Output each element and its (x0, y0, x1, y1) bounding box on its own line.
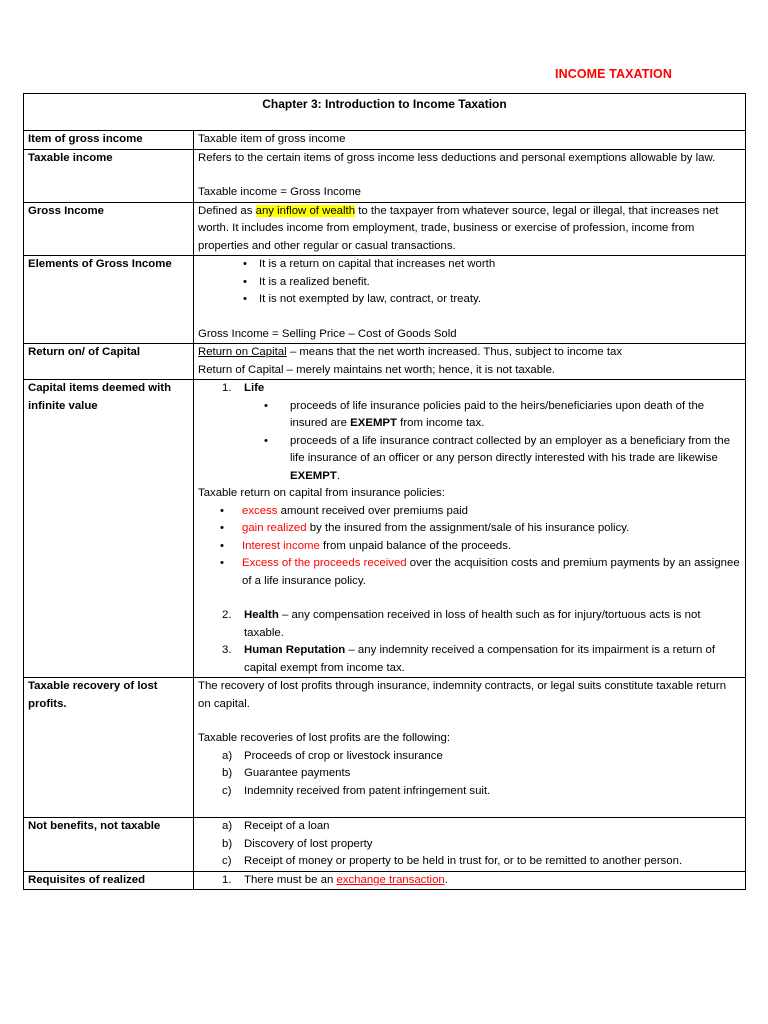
list-item: a) Proceeds of crop or livestock insurance (222, 749, 443, 762)
list-item: c) Receipt of money or property to be held in trust for, or to be remitted to another person. (222, 855, 683, 867)
lettered-list (198, 818, 741, 871)
taxable-intro: Taxable return on capital from insurance policies: (198, 487, 445, 499)
row-definition: The recovery of lost profits through insurance, indemnity contracts, or legal suits constitute taxable return on capital. Taxable recoveries of lost profits are the following: a) Proceeds of crop or livestock insurance b) Guarantee payments c) Indemnity received from patent infringement suit. (194, 678, 746, 818)
life-bullet-list (198, 398, 741, 486)
list-item: 1. There must be an exchange transaction. (222, 873, 448, 886)
list-item: b) Guarantee payments (222, 767, 351, 779)
list-item: • Excess of the proceeds received over the acquisition costs and premium payments by an assignee of a life insurance policy. (220, 555, 741, 590)
row-definition (194, 149, 746, 202)
table-row (24, 256, 746, 344)
chapter-title: Chapter 3: Introduction to Income Taxation (24, 94, 746, 131)
lettered-list (198, 748, 741, 801)
list-item: • excess amount received over premiums paid (220, 503, 741, 521)
list-item: b) Discovery of lost property (222, 837, 373, 850)
list-item: • Interest income from unpaid balance of the proceeds. (220, 538, 741, 556)
list-item: • It is a return on capital that increases net worth (243, 256, 741, 274)
numbered-list (198, 380, 741, 398)
table-row (24, 149, 746, 202)
document-header-title: INCOME TAXATION (555, 67, 673, 81)
row-definition (194, 380, 746, 678)
row-term: Gross Income (24, 202, 194, 256)
definition-text: Refers to the certain items of gross income less deductions and personal exemptions allowable by law. (198, 151, 716, 164)
row-term: Not benefits, not taxable (24, 818, 194, 872)
row-definition (194, 818, 746, 872)
row-term: Return on/ of Capital (24, 344, 194, 380)
row-term: Taxable income (24, 149, 194, 202)
row-definition: Defined as any inflow of wealth to the taxpayer from whatever source, legal or illegal, that increases net worth. It includes income from employment, trade, business or exercise of profession, income from properties and other regular or casual transactions. (194, 202, 746, 256)
list-item: • proceeds of life insurance policies paid to the heirs/beneficiaries upon death of the insured are EXEMPT from income tax. (264, 398, 741, 433)
highlighted-phrase: any inflow of wealth (255, 204, 356, 217)
taxable-return-list (198, 503, 741, 591)
list-item: 3. Human Reputation – any indemnity received a compensation for its impairment is a return of capital exempt from income tax. (222, 644, 715, 674)
list-item: 2. Health – any compensation received in loss of health such as for injury/tortuous acts is not taxable. (222, 609, 701, 639)
list-item: • gain realized by the insured from the assignment/sale of his insurance policy. (220, 520, 741, 538)
formula-text: Gross Income = Selling Price – Cost of Goods Sold (198, 327, 457, 340)
row-term: Item of gross income (24, 131, 194, 150)
row-definition: Taxable item of gross income (194, 131, 746, 150)
row-term: Capital items deemed with infinite value (24, 380, 194, 678)
chapter-table (23, 93, 746, 890)
table-caption-row (24, 94, 746, 131)
table-row (24, 678, 746, 818)
underlined-term: Return on Capital (198, 346, 287, 358)
underlined-term: exchange transaction (336, 873, 445, 886)
table-row (24, 871, 746, 890)
list-item: • It is not exempted by law, contract, or treaty. (243, 291, 741, 309)
table-row (24, 344, 746, 380)
formula-text: Taxable income = Gross Income (198, 186, 362, 198)
row-definition: Return on Capital – means that the net worth increased. Thus, subject to income tax Return of Capital – merely maintains net worth; hence, it is not taxable. (194, 344, 746, 380)
row-term: Taxable recovery of lost profits. (24, 678, 194, 818)
row-term: Elements of Gross Income (24, 256, 194, 344)
numbered-list (198, 607, 741, 677)
list-item: • proceeds of a life insurance contract collected by an employer as a beneficiary from the life insurance of an officer or any person directly interested with his trade are likewise EXEMPT. (264, 433, 741, 486)
table-row (24, 818, 746, 872)
list-item: • It is a realized benefit. (243, 274, 741, 292)
elements-list (198, 256, 741, 309)
row-definition (194, 256, 746, 344)
list-item: a) Receipt of a loan (222, 820, 330, 832)
list-item: 1. Life (222, 382, 265, 394)
row-definition (194, 871, 746, 890)
list-item: c) Indemnity received from patent infringement suit. (222, 784, 491, 797)
table-row (24, 380, 746, 678)
numbered-list (198, 872, 741, 890)
row-term: Requisites of realized (24, 871, 194, 890)
table-row (24, 202, 746, 256)
table-row (24, 131, 746, 150)
